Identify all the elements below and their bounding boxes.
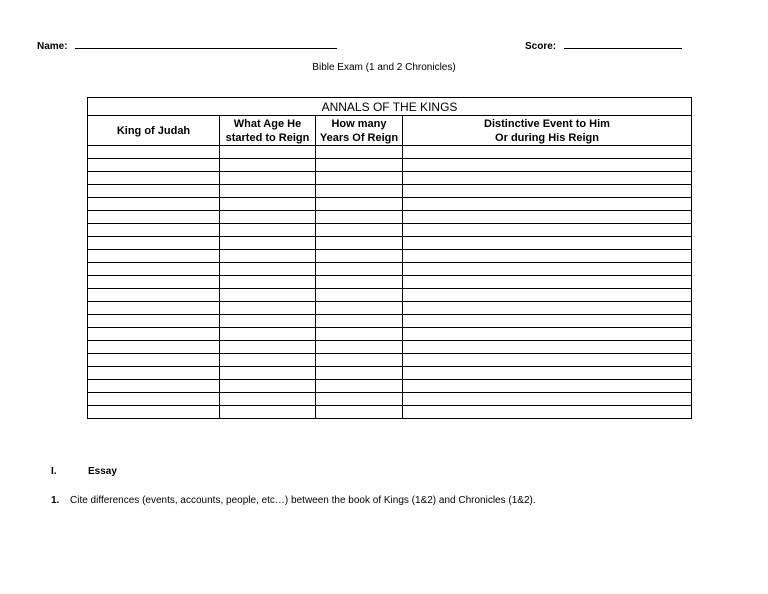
table-cell[interactable] [403, 380, 692, 393]
table-row [88, 146, 692, 159]
table-cell[interactable] [403, 341, 692, 354]
score-field[interactable] [525, 36, 682, 54]
table-cell[interactable] [88, 393, 220, 406]
table-cell[interactable] [403, 354, 692, 367]
column-header-line: Years Of Reign [319, 131, 399, 144]
table-cell[interactable] [316, 146, 403, 159]
table-title: ANNALS OF THE KINGS [88, 98, 692, 116]
score-line[interactable] [564, 48, 682, 49]
exam-subtitle: Bible Exam (1 and 2 Chronicles) [312, 62, 456, 73]
table-cell[interactable] [316, 289, 403, 302]
table-cell[interactable] [88, 315, 220, 328]
table-row [88, 198, 692, 211]
table-cell[interactable] [403, 302, 692, 315]
table-cell[interactable] [220, 263, 316, 276]
table-cell[interactable] [316, 224, 403, 237]
table-row [88, 380, 692, 393]
table-cell[interactable] [220, 159, 316, 172]
table-cell[interactable] [88, 224, 220, 237]
section-number: I. [51, 466, 57, 477]
table-cell[interactable] [88, 185, 220, 198]
table-cell[interactable] [403, 367, 692, 380]
table-row [88, 315, 692, 328]
table-cell[interactable] [220, 341, 316, 354]
table-cell[interactable] [316, 237, 403, 250]
table-cell[interactable] [316, 354, 403, 367]
question-text: Cite differences (events, accounts, people, etc…) between the book of Kings (1&2) and Chronicles (1&2). [70, 495, 536, 506]
table-cell[interactable] [316, 367, 403, 380]
table-cell[interactable] [316, 276, 403, 289]
table-cell[interactable] [88, 146, 220, 159]
table-cell[interactable] [88, 406, 220, 419]
table-cell[interactable] [316, 341, 403, 354]
table-cell[interactable] [403, 250, 692, 263]
table-cell[interactable] [316, 393, 403, 406]
table-cell[interactable] [88, 159, 220, 172]
table-cell[interactable] [316, 380, 403, 393]
table-cell[interactable] [88, 237, 220, 250]
table-row [88, 159, 692, 172]
table-cell[interactable] [88, 341, 220, 354]
column-header-line: Or during His Reign [495, 131, 599, 144]
table-cell[interactable] [403, 172, 692, 185]
table-row [88, 250, 692, 263]
section-title: Essay [88, 466, 117, 477]
column-header-line: Distinctive Event to Him [484, 117, 610, 130]
table-row [88, 393, 692, 406]
column-header-line: What Age He [233, 117, 302, 130]
name-label: Name: [37, 41, 68, 52]
table-row [88, 263, 692, 276]
table-row [88, 172, 692, 185]
table-cell[interactable] [403, 146, 692, 159]
table-cell[interactable] [220, 380, 316, 393]
table-cell[interactable] [316, 263, 403, 276]
table-row [88, 289, 692, 302]
event-column-header [403, 116, 692, 146]
table-cell[interactable] [88, 367, 220, 380]
table-cell[interactable] [220, 211, 316, 224]
table-cell[interactable] [88, 198, 220, 211]
column-header-line: started to Reign [225, 131, 310, 144]
table-cell[interactable] [316, 315, 403, 328]
table-row [88, 302, 692, 315]
table-cell[interactable] [220, 224, 316, 237]
table-cell[interactable] [220, 406, 316, 419]
table-cell[interactable] [403, 406, 692, 419]
question-number: 1. [51, 495, 60, 506]
table-cell[interactable] [88, 250, 220, 263]
column-header-line: How many [331, 117, 387, 130]
table-cell[interactable] [220, 315, 316, 328]
table-row [88, 328, 692, 341]
table-cell[interactable] [403, 393, 692, 406]
table-cell[interactable] [220, 185, 316, 198]
table-cell[interactable] [316, 328, 403, 341]
table-cell[interactable] [220, 328, 316, 341]
table-cell[interactable] [403, 185, 692, 198]
table-cell[interactable] [220, 354, 316, 367]
table-row [88, 367, 692, 380]
table-row [88, 224, 692, 237]
table-cell[interactable] [316, 185, 403, 198]
king-column-header [88, 116, 220, 146]
table-cell[interactable] [403, 315, 692, 328]
table-cell[interactable] [88, 211, 220, 224]
table-row [88, 211, 692, 224]
table-cell[interactable] [316, 406, 403, 419]
annals-table [87, 97, 692, 419]
table-cell[interactable] [220, 367, 316, 380]
table-cell[interactable] [220, 393, 316, 406]
column-header-line: King of Judah [116, 124, 191, 137]
table-cell[interactable] [403, 237, 692, 250]
table-cell[interactable] [220, 289, 316, 302]
table-row [88, 237, 692, 250]
table-cell[interactable] [403, 198, 692, 211]
table-cell[interactable] [403, 159, 692, 172]
table-cell[interactable] [316, 302, 403, 315]
table-cell[interactable] [220, 198, 316, 211]
table-cell[interactable] [403, 211, 692, 224]
name-line[interactable] [75, 48, 337, 49]
table-cell[interactable] [88, 302, 220, 315]
table-cell[interactable] [88, 172, 220, 185]
table-cell[interactable] [220, 302, 316, 315]
table-cell[interactable] [88, 380, 220, 393]
table-header-row [88, 116, 692, 146]
table-row [88, 406, 692, 419]
table-cell[interactable] [220, 146, 316, 159]
age-column-header [220, 116, 316, 146]
table-cell[interactable] [220, 172, 316, 185]
table-cell[interactable] [403, 263, 692, 276]
table-cell[interactable] [403, 276, 692, 289]
table-cell[interactable] [316, 211, 403, 224]
years-column-header [316, 116, 403, 146]
table-cell[interactable] [316, 172, 403, 185]
table-cell[interactable] [316, 198, 403, 211]
table-body [88, 146, 692, 419]
table-row [88, 354, 692, 367]
table-cell[interactable] [403, 289, 692, 302]
table-cell[interactable] [88, 354, 220, 367]
table-cell[interactable] [88, 289, 220, 302]
table-cell[interactable] [88, 328, 220, 341]
table-cell[interactable] [316, 250, 403, 263]
table-cell[interactable] [88, 263, 220, 276]
table-cell[interactable] [220, 276, 316, 289]
table-cell[interactable] [220, 237, 316, 250]
table-row [88, 276, 692, 289]
table-cell[interactable] [403, 328, 692, 341]
table-cell[interactable] [88, 276, 220, 289]
table-row [88, 341, 692, 354]
table-cell[interactable] [316, 159, 403, 172]
table-row [88, 185, 692, 198]
score-label: Score: [525, 41, 557, 52]
table-cell[interactable] [220, 250, 316, 263]
name-field[interactable] [37, 36, 337, 54]
table-cell[interactable] [403, 224, 692, 237]
